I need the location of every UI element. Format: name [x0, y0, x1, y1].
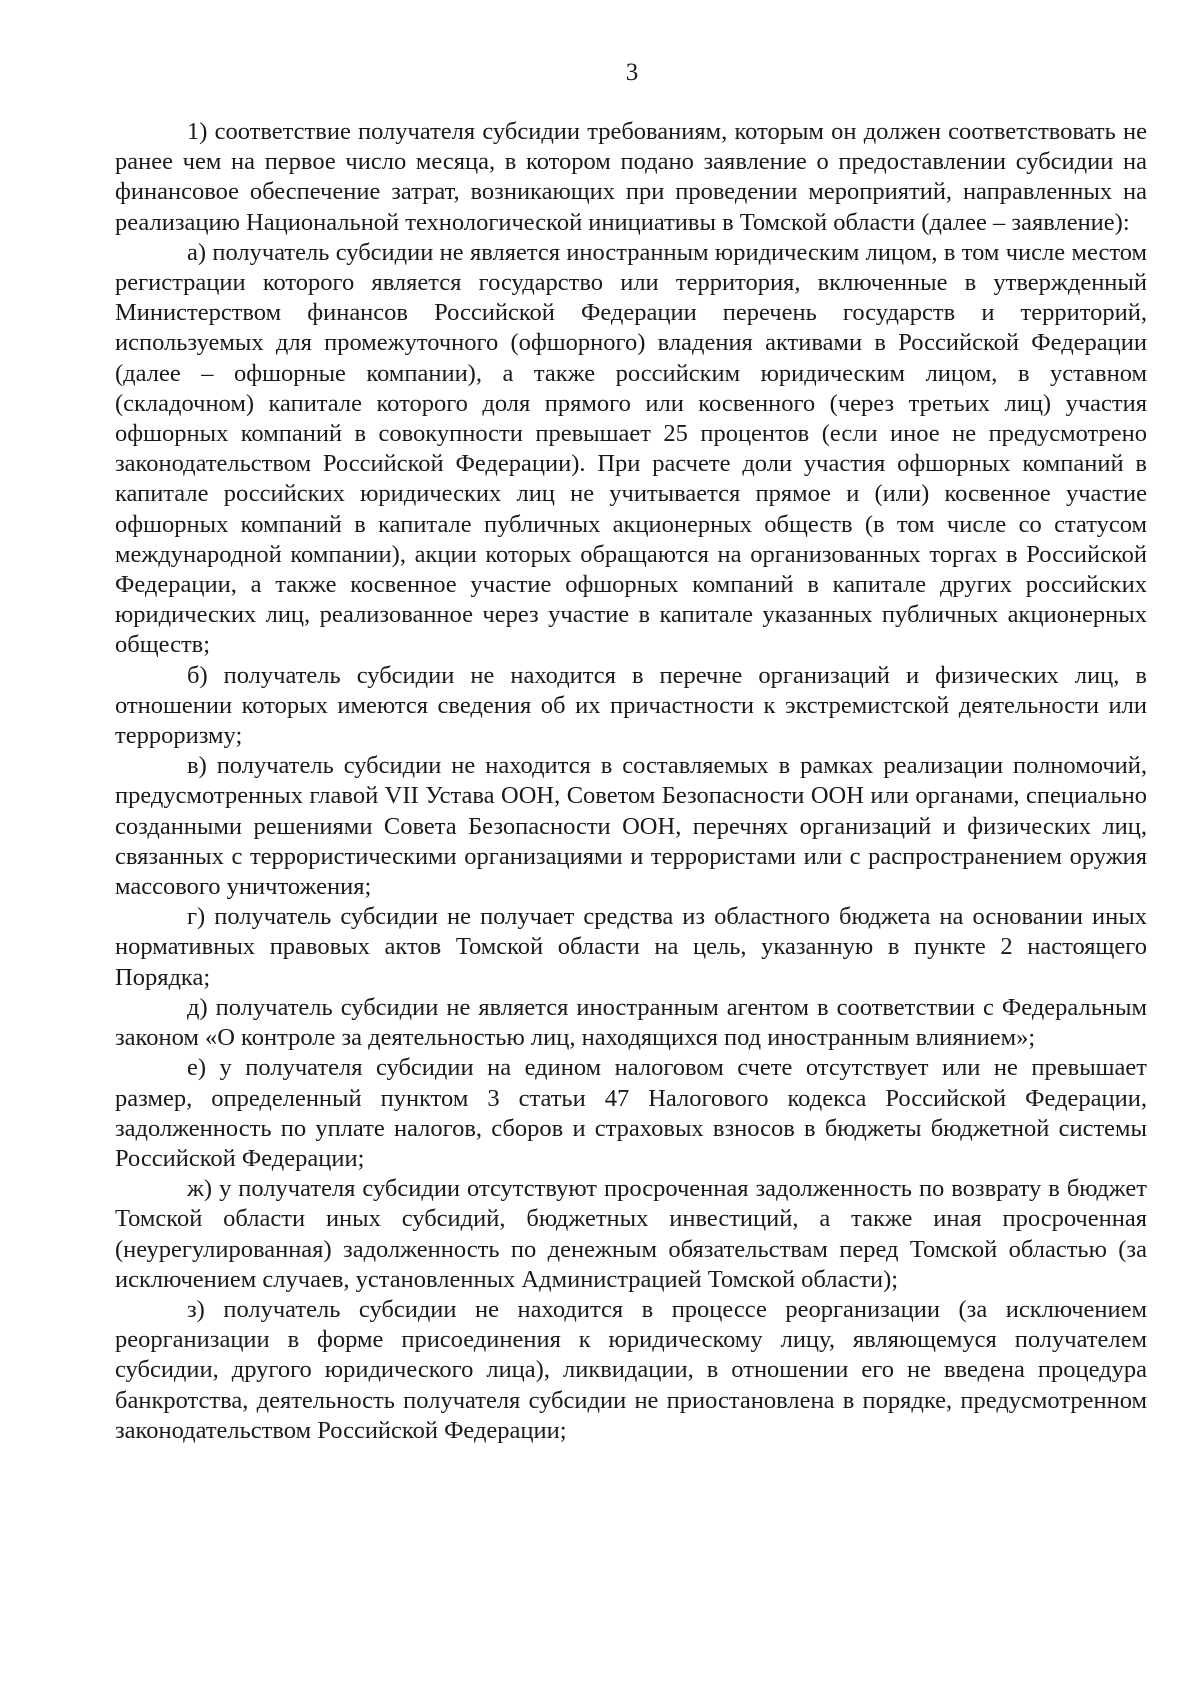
paragraph-item-a: а) получатель субсидии не является иностранным юридическим лицом, в том числе местом регистрации которого является государство или территория, включенные в утвержденный Министерством финансов Российской Федерации перечень государств и территорий, используемых для промежуточного (офшорного) владения активами в Российской Федерации (далее – офшорные компании), а также российским юридическим лицом, в уставном (складочном) капитале которого доля прямого или косвенного (через третьих лиц) участия офшорных компаний в совокупности превышает 25 процентов (если иное не предусмотрено законодательством Российской Федерации). При расчете доли участия офшорных компаний в капитале российских юридических лиц не учитывается прямое и (или) косвенное участие офшорных компаний в капитале публичных акционерных обществ (в том числе со статусом международной компании), акции которых обращаются на организованных торгах в Российской Федерации, а также косвенное участие офшорных компаний в капитале других российских юридических лиц, реализованное через участие в капитале указанных публичных акционерных обществ;	[115, 238, 1147, 659]
paragraph-item-1: 1) соответствие получателя субсидии требованиям, которым он должен соответствовать не ранее чем на первое число месяца, в котором подано заявление о предоставлении субсидии на финансовое обеспечение затрат, возникающих при проведении мероприятий, направленных на реализацию Национальной технологической инициативы в Томской области (далее – заявление):	[115, 118, 1147, 236]
document-body	[115, 117, 1147, 1446]
paragraph-item-b: б) получатель субсидии не находится в перечне организаций и физических лиц, в отношении которых имеются сведения об их причастности к экстремистской деятельности или терроризму;	[115, 661, 1147, 750]
paragraph-item-zh: ж) у получателя субсидии отсутствуют просроченная задолженность по возврату в бюджет Томской области иных субсидий, бюджетных инвестиций, а также иная просроченная (неурегулированная) задолженность по денежным обязательствам перед Томской областью (за исключением случаев, установленных Администрацией Томской области);	[115, 1175, 1147, 1293]
paragraph-item-e: е) у получателя субсидии на едином налоговом счете отсутствует или не превышает размер, определенный пунктом 3 статьи 47 Налогового кодекса Российской Федерации, задолженность по уплате налогов, сборов и страховых взносов в бюджеты бюджетной системы Российской Федерации;	[115, 1054, 1147, 1172]
page-number: 3	[625, 59, 639, 86]
paragraph-item-d: д) получатель субсидии не является иностранным агентом в соответствии с Федеральным законом «О контроле за деятельностью лиц, находящихся под иностранным влиянием»;	[115, 993, 1147, 1052]
paragraph-item-g: г) получатель субсидии не получает средства из областного бюджета на основании иных нормативных правовых актов Томской области на цель, указанную в пункте 2 настоящего Порядка;	[115, 903, 1147, 991]
paragraph-item-v: в) получатель субсидии не находится в составляемых в рамках реализации полномочий, предусмотренных главой VII Устава ООН, Советом Безопасности ООН или органами, специально созданными решениями Совета Безопасности ООН, перечнях организаций и физических лиц, связанных с террористическими организациями и террористами или с распространением оружия массового уничтожения;	[115, 752, 1147, 901]
paragraph-item-z: з) получатель субсидии не находится в процессе реорганизации (за исключением реорганизации в форме присоединения к юридическому лицу, являющемуся получателем субсидии, другого юридического лица), ликвидации, в отношении его не введена процедура банкротства, деятельность получателя субсидии не приостановлена в порядке, предусмотренном законодательством Российской Федерации;	[115, 1295, 1147, 1444]
